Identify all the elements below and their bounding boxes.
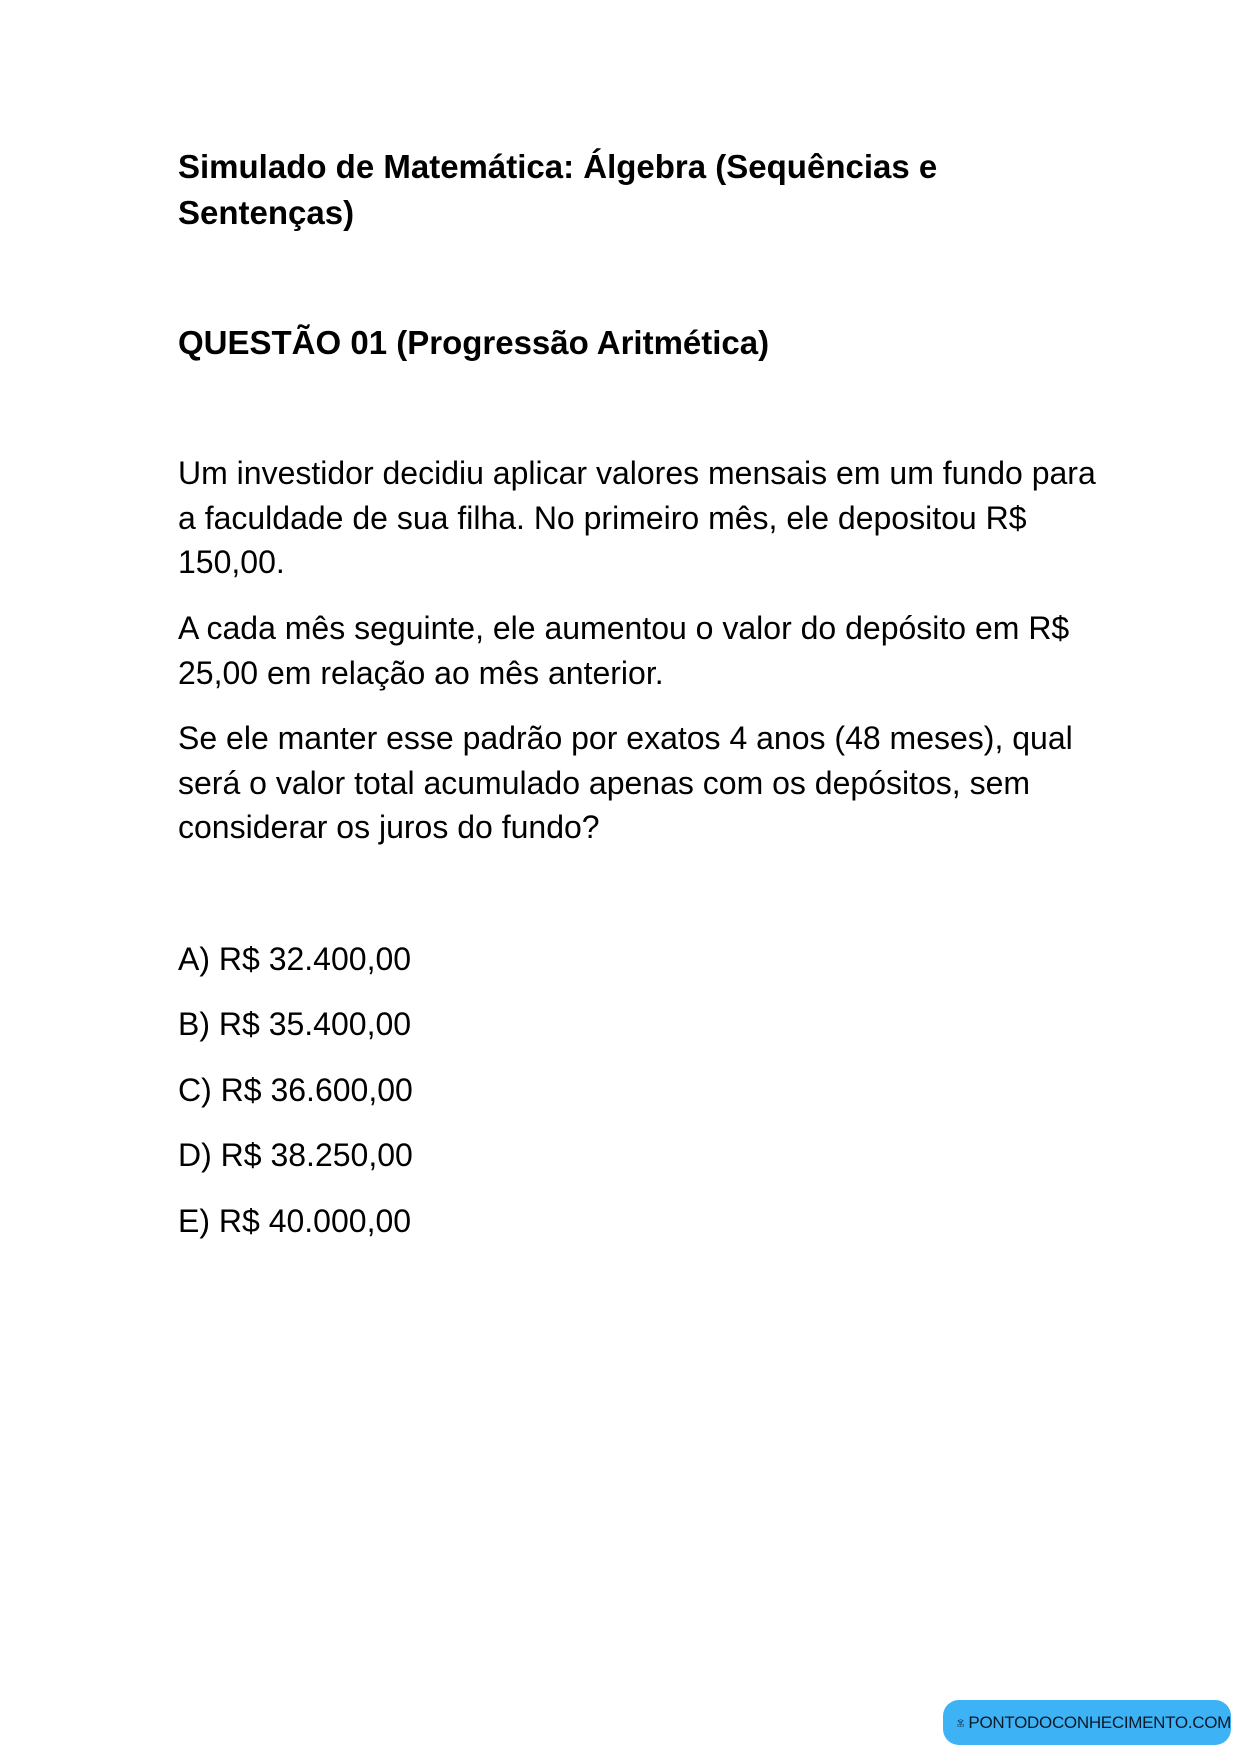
site-logo (943, 1700, 1231, 1745)
logo-text: PONTODOCONHECIMENTO.COM (968, 1712, 1231, 1732)
option-e: E) R$ 40.000,00 (178, 1203, 412, 1239)
document-title: Simulado de Matemática: Álgebra (Sequências e Sentenças) (178, 148, 938, 231)
question-paragraph-3: Se ele manter esse padrão por exatos 4 anos (48 meses), qual será o valor total acumulado apenas com os depósitos, sem considerar os juros do fundo? (178, 720, 1073, 845)
graduate-reading-icon (957, 1707, 964, 1739)
option-b: B) R$ 35.400,00 (178, 1006, 412, 1042)
option-d: D) R$ 38.250,00 (178, 1137, 413, 1173)
question-paragraph-2: A cada mês seguinte, ele aumentou o valor do depósito em R$ 25,00 em relação ao mês anterior. (178, 610, 1070, 691)
question-paragraph-1: Um investidor decidiu aplicar valores mensais em um fundo para a faculdade de sua filha. No primeiro mês, ele depositou R$ 150,00. (178, 455, 1096, 580)
option-c: C) R$ 36.600,00 (178, 1072, 413, 1108)
question-heading: QUESTÃO 01 (Progressão Aritmética) (178, 324, 770, 361)
option-a: A) R$ 32.400,00 (178, 941, 412, 977)
